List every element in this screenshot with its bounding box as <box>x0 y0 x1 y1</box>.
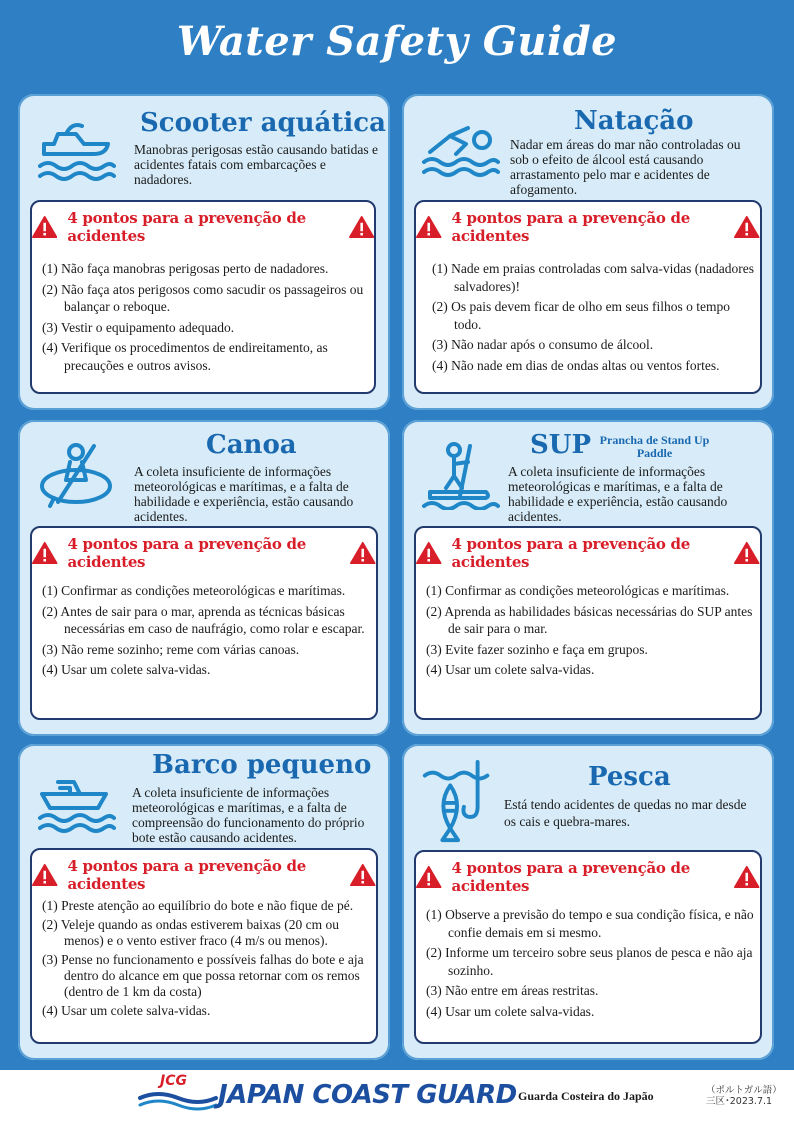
section-description: A coleta insuficiente de informações meteorológicas e marítimas, e a falta de habilidade e experiência, estão causando acidentes. <box>134 464 354 524</box>
rules-list <box>42 582 370 682</box>
warning-label: 4 pontos para a prevenção de acidentes <box>451 859 690 895</box>
warning-icon <box>349 213 374 241</box>
section-heading: Natação <box>574 106 694 136</box>
warning-label: 4 pontos para a prevenção de acidentes <box>451 209 690 245</box>
rule-item: (3) Não reme sozinho; reme com várias canoas. <box>42 641 300 657</box>
rule-item: (4) Usar um colete salva-vidas. <box>426 1003 595 1019</box>
rule-item: (2) Antes de sair para o mar, aprenda as técnicas básicas necessárias em caso de naufrágio, como rolar e escapar. <box>42 603 365 636</box>
prevention-box <box>414 850 762 1044</box>
swimmer-icon <box>420 114 500 184</box>
rule-item: (2) Aprenda as habilidades básicas necessárias do SUP antes de sair para o mar. <box>426 603 753 636</box>
rule-item: (2) Os pais devem ficar de olho em seus filhos o tempo todo. <box>432 299 731 332</box>
warning-icon <box>350 861 376 889</box>
rule-item: (2) Informe um terceiro sobre seus planos de pesca e não aja sozinho. <box>426 945 753 978</box>
rule-item: (4) Usar um colete salva-vidas. <box>426 662 595 677</box>
section-card-fishing <box>402 744 774 1060</box>
warning-icon <box>32 213 57 241</box>
warning-icon <box>32 861 58 889</box>
rule-item: (4) Não nade em dias de ondas altas ou ventos fortes. <box>432 357 720 373</box>
rule-item: (2) Veleje quando as ondas estiverem baixas (20 cm ou menos) e o vento estiver fraco (4 m/s ou menos). <box>42 917 340 948</box>
warning-row <box>416 209 760 245</box>
rule-item: (3) Vestir o equipamento adequado. <box>42 319 235 335</box>
rules-list <box>432 260 754 377</box>
warning-row <box>416 535 760 571</box>
section-card-canoe <box>18 420 390 736</box>
small-boat-icon <box>36 764 116 834</box>
rule-item: (1) Não faça manobras perigosas perto de nadadores. <box>42 261 329 276</box>
rules-list <box>42 260 368 377</box>
section-description: Está tendo acidentes de quedas no mar desde os cais e quebra-mares. <box>504 797 747 829</box>
section-card-swimming <box>402 94 774 410</box>
rule-item: (4) Usar um colete salva-vidas. <box>42 662 211 677</box>
warning-icon <box>32 539 58 567</box>
section-subheading: Prancha de Stand Up Paddle <box>599 433 710 460</box>
warning-icon <box>350 539 376 567</box>
warning-row <box>32 209 374 245</box>
prevention-box <box>30 200 376 394</box>
section-description: Nadar em áreas do mar não controladas ou sob o efeito de álcool está causando arrastamento pelo mar e acidentes de afogamento. <box>510 137 741 197</box>
brand-name: JAPAN COAST GUARD <box>218 1080 517 1110</box>
warning-label: 4 pontos para a prevenção de acidentes <box>67 535 306 571</box>
language-label: （ポルトガル語） <box>706 1085 782 1096</box>
fish-hook-icon <box>420 758 500 846</box>
rule-item: (1) Nade em praias controladas com salva-vidas (nadadores salvadores)! <box>432 261 754 294</box>
rule-item: (1) Confirmar as condições meteorológicas e marítimas. <box>42 583 346 598</box>
rules-list <box>42 898 370 1022</box>
warning-row <box>32 535 376 571</box>
section-heading: Scooter aquática <box>140 108 386 138</box>
warning-row <box>416 859 760 895</box>
warning-icon <box>416 539 442 567</box>
warning-icon <box>734 539 760 567</box>
section-card-sup <box>402 420 774 736</box>
section-heading: Canoa <box>206 430 297 460</box>
warning-label: 4 pontos para a prevenção de acidentes <box>67 857 306 893</box>
section-card-jet-ski <box>18 94 390 410</box>
section-description: A coleta insuficiente de informações meteorológicas e marítimas, e a falta de compreensão do funcionamento do próprio bote estão causando acidentes. <box>132 785 365 845</box>
warning-icon <box>734 863 760 891</box>
rule-item: (3) Pense no funcionamento e possíveis falhas do bote e aja dentro do alcance em que possa retornar com os remos (dentro de 1 km da costa) <box>42 952 364 999</box>
section-heading: Barco pequeno <box>152 750 372 780</box>
warning-icon <box>734 213 760 241</box>
rule-item: (1) Observe a previsão do tempo e sua condição física, e não confie demais em si mesmo. <box>426 907 754 940</box>
rule-item: (1) Preste atenção ao equilíbrio do bote e não fique de pé. <box>42 898 354 913</box>
rule-item: (2) Não faça atos perigosos como sacudir os passageiros ou balançar o reboque. <box>42 281 364 314</box>
rule-item: (3) Não nadar após o consumo de álcool. <box>432 337 654 352</box>
section-heading: SUP <box>530 430 592 460</box>
section-description: A coleta insuficiente de informações meteorológicas e marítimas, e a falta de habilidade e experiência, estão causando acidentes. <box>508 464 728 524</box>
rule-item: (1) Confirmar as condições meteorológicas e marítimas. <box>426 583 730 598</box>
section-heading: Pesca <box>588 762 671 792</box>
prevention-box <box>414 526 762 720</box>
paddleboard-icon <box>420 440 500 510</box>
rule-item: (4) Verifique os procedimentos de endireitamento, as precauções e outros avisos. <box>42 340 328 373</box>
rules-list <box>426 582 754 682</box>
section-description: Manobras perigosas estão causando batidas e acidentes fatais com embarcações e nadadores. <box>134 142 379 187</box>
canoe-icon <box>36 440 116 510</box>
rule-item: (3) Evite fazer sozinho e faça em grupos. <box>426 641 648 657</box>
rule-item: (3) Não entre em áreas restritas. <box>426 983 599 998</box>
jcg-logo-text: JCG <box>160 1073 187 1089</box>
warning-label: 4 pontos para a prevenção de acidentes <box>67 209 306 245</box>
warning-label: 4 pontos para a prevenção de acidentes <box>451 535 690 571</box>
brand-subtitle: Guarda Costeira do Japão <box>518 1089 654 1103</box>
warning-icon <box>416 213 442 241</box>
rule-item: (4) Usar um colete salva-vidas. <box>42 1003 211 1018</box>
rules-list <box>426 906 754 1023</box>
warning-row <box>32 857 376 893</box>
page-title: Water Safety Guide <box>176 18 618 65</box>
prevention-box <box>30 526 378 720</box>
warning-icon <box>416 863 442 891</box>
language-note <box>706 1085 782 1107</box>
prevention-box <box>414 200 762 394</box>
document-code: 三区･2023.7.1 <box>706 1096 773 1107</box>
section-card-small-boat <box>18 744 390 1060</box>
jet-ski-icon <box>36 114 116 184</box>
prevention-box <box>30 848 378 1044</box>
